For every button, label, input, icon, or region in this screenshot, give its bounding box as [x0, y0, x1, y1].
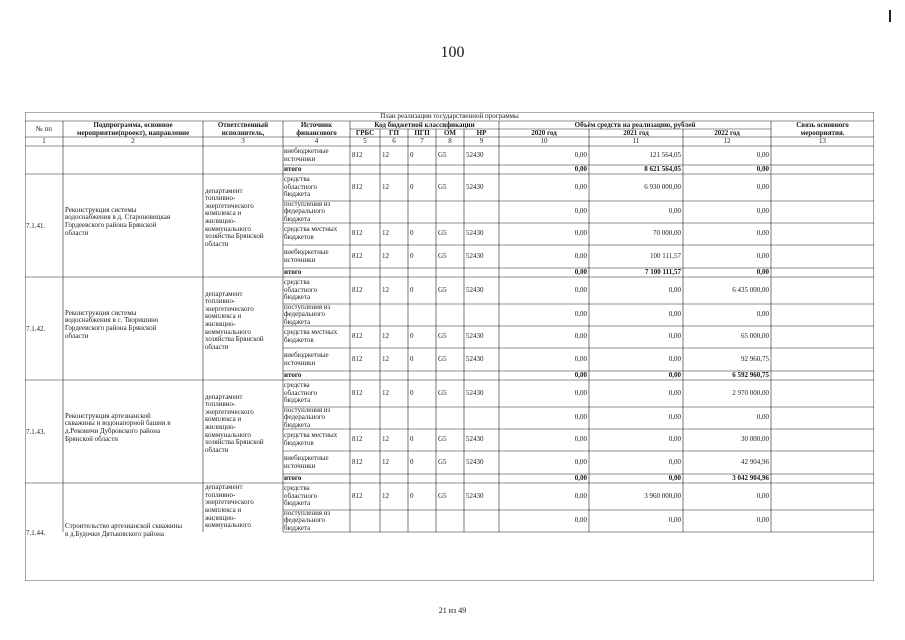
total-2022: 0,00 — [756, 268, 769, 276]
column-number: 4 — [314, 137, 319, 145]
item-title: Гордеевского района Брянской — [65, 324, 157, 332]
budget-code-grbs: 812 — [352, 332, 363, 340]
budget-code-gp: 12 — [382, 182, 389, 191]
budget-code-np: 52430 — [466, 151, 484, 159]
item-executor: хозяйства Брянской — [205, 438, 264, 447]
column-number: 7 — [420, 137, 424, 145]
budget-code-om: G5 — [438, 332, 447, 340]
amount-2020: 0,00 — [574, 354, 587, 363]
item-executor: жилищно- — [205, 513, 236, 522]
header-program: Подпрограмма, основное — [93, 121, 173, 129]
item-title: Строительство артезианской скважины — [65, 522, 183, 531]
item-executor: коммунального — [205, 327, 251, 336]
amount-2020: 0,00 — [574, 388, 587, 397]
table-title: План реализации государственной программы — [380, 112, 519, 120]
total-2020: 0,00 — [574, 474, 587, 482]
budget-code-gp: 12 — [382, 229, 389, 237]
budget-code-pgp: 0 — [410, 332, 414, 340]
funding-source: областного — [284, 285, 318, 294]
total-2020: 0,00 — [574, 371, 587, 379]
funding-source: бюджетов — [284, 233, 314, 241]
item-title: Реконструкция артезианской — [65, 411, 151, 420]
item-number: 7.1.41. — [26, 222, 46, 230]
item-title: области — [65, 331, 89, 340]
edge-mark — [889, 10, 891, 22]
item-title: в д.Будочки Дятьковского района — [65, 530, 164, 538]
item-title: Реконструкция системы — [65, 308, 137, 317]
funding-source: бюджета — [284, 317, 311, 326]
budget-code-gp: 12 — [382, 435, 389, 443]
header-om: ОМ — [443, 129, 457, 137]
funding-source: бюджетов — [284, 336, 314, 344]
amount-2021: 100 111,57 — [650, 251, 681, 260]
amount-2020: 0,00 — [574, 151, 587, 159]
budget-code-np: 52430 — [466, 491, 484, 500]
amount-2020: 0,00 — [574, 207, 587, 215]
budget-code-gp: 12 — [382, 457, 389, 466]
budget-code-np: 52430 — [466, 354, 484, 363]
budget-code-grbs: 812 — [352, 229, 363, 237]
header-num: № пп — [36, 125, 52, 133]
item-title: д.Рековичи Дубровского района — [65, 427, 161, 435]
amount-2022: 0,00 — [756, 310, 769, 318]
column-number: 13 — [819, 137, 826, 145]
budget-code-pgp: 0 — [410, 457, 414, 466]
amount-2021: 70 000,00 — [653, 229, 681, 237]
amount-2020: 0,00 — [574, 516, 587, 524]
column-number: 12 — [723, 137, 731, 145]
funding-source: федерального — [284, 310, 326, 319]
page-number: 100 — [440, 44, 465, 61]
budget-code-pgp: 0 — [410, 435, 414, 443]
total-2021: 0,00 — [668, 474, 681, 482]
total-2021: 8 621 564,05 — [644, 165, 681, 173]
funding-source: средства местных — [284, 225, 338, 234]
item-executor: топливно- — [205, 400, 236, 409]
column-number: 10 — [540, 137, 548, 145]
amount-2020: 0,00 — [574, 332, 587, 340]
funding-source: внебюджетные — [284, 147, 329, 156]
item-executor: комплекса и — [205, 415, 242, 424]
funding-source: бюджета — [284, 214, 311, 223]
budget-code-pgp: 0 — [410, 182, 414, 191]
item-title: водоснабжения в с. Творишино — [65, 316, 159, 325]
budget-code-gp: 12 — [382, 151, 389, 159]
amount-2022: 0,00 — [756, 491, 769, 500]
funding-source: источники — [284, 358, 316, 367]
total-2020: 0,00 — [574, 165, 587, 173]
item-executor: энергетического — [205, 498, 254, 507]
header-budget-class: Код бюджетной классификации — [374, 121, 475, 129]
budget-code-pgp: 0 — [410, 491, 414, 500]
header-pgp: ПГП — [414, 129, 430, 137]
budget-code-om: G5 — [438, 151, 447, 159]
item-executor: хозяйства Брянской — [205, 335, 264, 344]
funding-source: поступления из — [284, 405, 331, 414]
page-footer: 21 из 49 — [438, 606, 467, 615]
header-program: мероприятие(проект), направление — [76, 129, 190, 137]
total-2021: 0,00 — [668, 371, 681, 379]
item-title: Реконструкция системы — [65, 205, 137, 214]
budget-code-grbs: 812 — [352, 251, 363, 260]
budget-code-om: G5 — [438, 491, 447, 500]
item-executor: департамент — [205, 483, 243, 492]
amount-2021: 0,00 — [668, 388, 681, 397]
amount-2022: 42 904,96 — [741, 457, 769, 466]
total-label: итого — [284, 371, 302, 379]
budget-code-grbs: 812 — [352, 182, 363, 191]
header-year-2022: 2022 год — [714, 129, 740, 137]
budget-code-om: G5 — [438, 251, 447, 260]
item-title: водоснабжения в д. Староновицкая — [65, 213, 171, 222]
item-executor: хозяйства Брянской — [205, 232, 264, 241]
budget-code-np: 52430 — [466, 332, 484, 340]
amount-2022: 0,00 — [756, 413, 769, 421]
funding-source: бюджетов — [284, 439, 314, 447]
item-executor: топливно- — [205, 490, 236, 499]
budget-code-grbs: 812 — [352, 435, 363, 443]
funding-source: бюджета — [284, 523, 311, 532]
column-number: 9 — [479, 137, 484, 145]
budget-code-gp: 12 — [382, 285, 389, 294]
funding-source: бюджета — [284, 396, 311, 405]
column-number: 2 — [131, 137, 135, 145]
amount-2022: 0,00 — [756, 251, 769, 260]
header-source: финансового — [296, 129, 337, 137]
item-title: скважины и водонапорной башни в — [65, 419, 171, 428]
item-executor: топливно- — [205, 194, 236, 203]
amount-2022: 65 000,00 — [741, 332, 769, 340]
column-number: 5 — [363, 137, 367, 145]
item-executor: департамент — [205, 289, 243, 298]
amount-2021: 0,00 — [668, 207, 681, 215]
budget-code-grbs: 812 — [352, 151, 363, 159]
amount-2020: 0,00 — [574, 285, 587, 294]
funding-source: средства местных — [284, 328, 338, 337]
budget-code-grbs: 812 — [352, 491, 363, 500]
header-grbs: ГРБС — [355, 129, 375, 137]
amount-2022: 2 970 000,00 — [732, 388, 769, 397]
budget-code-pgp: 0 — [410, 388, 414, 397]
funding-source: средства — [284, 381, 310, 390]
amount-2020: 0,00 — [574, 251, 587, 260]
amount-2021: 0,00 — [668, 354, 681, 363]
funding-source: федерального — [284, 207, 326, 216]
amount-2021: 121 564,05 — [649, 151, 681, 159]
budget-code-pgp: 0 — [410, 229, 414, 237]
item-executor: коммунального — [205, 430, 251, 439]
item-executor: области — [205, 445, 229, 454]
amount-2020: 0,00 — [574, 457, 587, 466]
column-number: 6 — [392, 137, 396, 145]
item-executor: энергетического — [205, 304, 254, 313]
column-number: 11 — [632, 137, 640, 145]
funding-source: областного — [284, 182, 318, 191]
item-executor: жилищно- — [205, 217, 236, 225]
amount-2022: 0,00 — [756, 182, 769, 191]
funding-source: бюджета — [284, 420, 311, 429]
header-link: Связь основного — [796, 121, 849, 129]
funding-source: бюджета — [284, 190, 311, 199]
program-table — [25, 112, 874, 581]
item-executor: области — [205, 239, 229, 248]
amount-2022: 92 960,75 — [741, 354, 769, 363]
item-number: 7.1.42. — [26, 325, 46, 333]
column-number: 3 — [241, 137, 245, 145]
header-year-2020: 2020 год — [531, 129, 557, 137]
budget-code-gp: 12 — [382, 251, 389, 260]
amount-2022: 30 000,00 — [741, 435, 769, 443]
header-year-2021: 2021 год — [623, 129, 649, 137]
amount-2021: 0,00 — [668, 516, 681, 524]
amount-2020: 0,00 — [574, 413, 587, 421]
item-executor: коммунального — [205, 521, 251, 530]
item-title: Брянской области — [65, 434, 119, 443]
total-2022: 3 042 904,96 — [732, 474, 769, 482]
header-executor: Ответственный — [217, 121, 269, 129]
item-executor: жилищно- — [205, 320, 236, 328]
amount-2020: 0,00 — [574, 229, 587, 237]
budget-code-np: 52430 — [466, 285, 484, 294]
budget-code-om: G5 — [438, 229, 447, 237]
budget-code-np: 52430 — [466, 251, 484, 260]
item-executor: жилищно- — [205, 423, 236, 431]
header-link: мероприятия. — [800, 129, 845, 137]
header-executor: исполнитель, — [221, 129, 265, 137]
budget-code-gp: 12 — [382, 491, 389, 500]
item-executor: департамент — [205, 392, 243, 401]
budget-code-gp: 12 — [382, 332, 389, 340]
column-number: 8 — [448, 137, 452, 145]
total-2022: 0,00 — [756, 165, 769, 173]
funding-source: внебюджетные — [284, 247, 329, 256]
funding-source: областного — [284, 388, 318, 397]
total-label: итого — [284, 474, 302, 482]
item-executor: комплекса и — [205, 506, 242, 514]
funding-source: поступления из — [284, 302, 331, 311]
budget-code-om: G5 — [438, 388, 447, 397]
item-title: Гордеевского района Брянской — [65, 221, 157, 229]
budget-code-grbs: 812 — [352, 285, 363, 294]
item-executor: комплекса и — [205, 209, 242, 218]
amount-2020: 0,00 — [574, 182, 587, 191]
item-executor: департамент — [205, 186, 243, 195]
budget-code-om: G5 — [438, 435, 447, 443]
item-executor: комплекса и — [205, 312, 242, 321]
total-label: итого — [284, 268, 302, 276]
header-np: НР — [476, 129, 487, 137]
funding-source: внебюджетные — [284, 453, 329, 462]
amount-2021: 0,00 — [668, 457, 681, 466]
funding-source: поступления из — [284, 199, 331, 208]
budget-code-pgp: 0 — [410, 251, 414, 260]
amount-2022: 6 435 000,00 — [732, 285, 769, 294]
budget-code-np: 52430 — [466, 182, 484, 191]
item-title: области — [65, 228, 89, 237]
budget-code-gp: 12 — [382, 354, 389, 363]
item-executor: коммунального — [205, 224, 251, 233]
amount-2021: 6 930 000,00 — [644, 182, 681, 191]
budget-code-om: G5 — [438, 457, 447, 466]
funding-source: средства местных — [284, 431, 338, 440]
total-label: итого — [284, 165, 302, 173]
header-gp: ГП — [389, 129, 399, 137]
amount-2021: 0,00 — [668, 310, 681, 318]
funding-source: источники — [284, 155, 316, 163]
amount-2021: 3 960 000,00 — [644, 491, 681, 500]
budget-code-om: G5 — [438, 182, 447, 191]
amount-2020: 0,00 — [574, 310, 587, 318]
budget-code-pgp: 0 — [410, 285, 414, 294]
header-volume: Объём средств на реализацию, рублей — [574, 121, 696, 129]
budget-code-om: G5 — [438, 285, 447, 294]
total-2022: 6 592 960,75 — [732, 371, 769, 379]
budget-code-np: 52430 — [466, 435, 484, 443]
budget-code-grbs: 812 — [352, 457, 363, 466]
funding-source: бюджета — [284, 293, 311, 302]
item-executor: топливно- — [205, 297, 236, 306]
amount-2022: 0,00 — [756, 207, 769, 215]
funding-source: федерального — [284, 516, 326, 525]
funding-source: средства — [284, 484, 310, 493]
budget-code-gp: 12 — [382, 388, 389, 397]
funding-source: федерального — [284, 413, 326, 422]
amount-2020: 0,00 — [574, 491, 587, 500]
header-source: Источник — [300, 121, 333, 129]
budget-code-om: G5 — [438, 354, 447, 363]
funding-source: средства — [284, 175, 310, 184]
amount-2022: 0,00 — [756, 516, 769, 524]
amount-2022: 0,00 — [756, 229, 769, 237]
budget-code-pgp: 0 — [410, 354, 414, 363]
budget-code-grbs: 812 — [352, 388, 363, 397]
funding-source: поступления из — [284, 508, 331, 517]
item-executor: энергетического — [205, 407, 254, 416]
item-number: 7.1.43. — [26, 428, 46, 436]
budget-code-np: 52430 — [466, 457, 484, 466]
total-2020: 0,00 — [574, 268, 587, 276]
budget-code-grbs: 812 — [352, 354, 363, 363]
budget-code-pgp: 0 — [410, 151, 414, 159]
amount-2021: 0,00 — [668, 285, 681, 294]
table-grid-lines — [25, 112, 874, 581]
item-executor: области — [205, 342, 229, 351]
column-number: 1 — [42, 137, 46, 145]
budget-code-np: 52430 — [466, 388, 484, 397]
funding-source: источники — [284, 255, 316, 264]
amount-2021: 0,00 — [668, 413, 681, 421]
funding-source: внебюджетные — [284, 350, 329, 359]
funding-source: источники — [284, 461, 316, 470]
amount-2020: 0,00 — [574, 435, 587, 443]
funding-source: средства — [284, 278, 310, 287]
budget-code-np: 52430 — [466, 229, 484, 237]
item-executor: энергетического — [205, 201, 254, 210]
funding-source: бюджета — [284, 499, 311, 508]
item-number: 7.1.44. — [26, 529, 46, 537]
amount-2021: 0,00 — [668, 332, 681, 340]
total-2021: 7 100 111,57 — [645, 268, 681, 276]
funding-source: областного — [284, 491, 318, 500]
amount-2021: 0,00 — [668, 435, 681, 443]
amount-2022: 0,00 — [756, 151, 769, 159]
